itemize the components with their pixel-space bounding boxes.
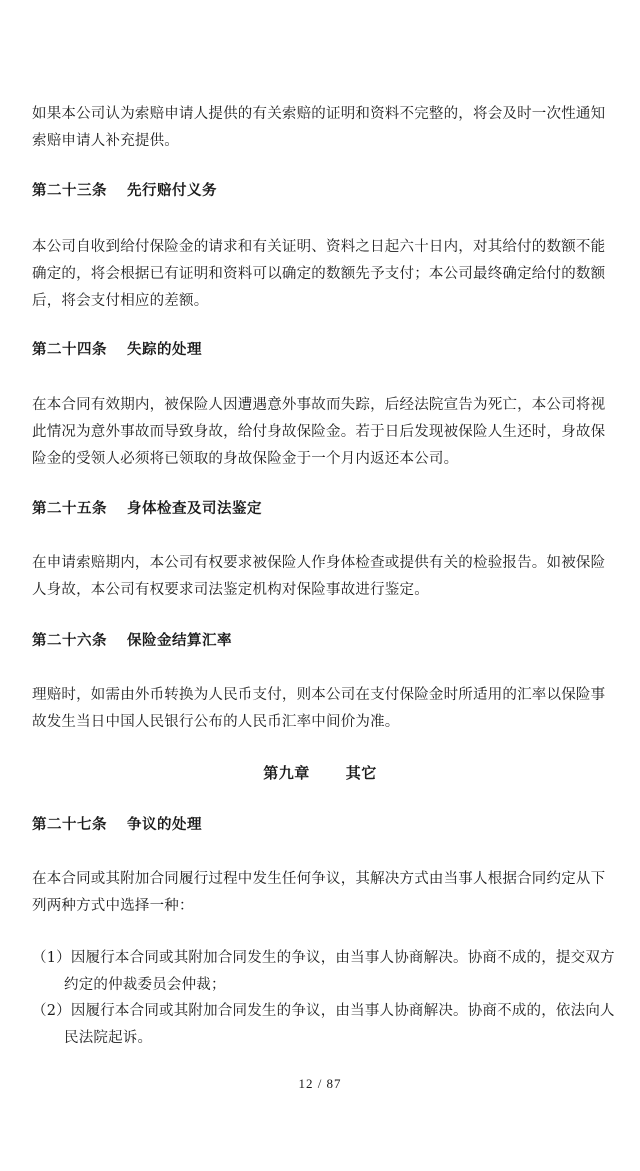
article-23-body: 本公司自收到给付保险金的请求和有关证明、资料之日起六十日内，对其给付的数额不能确定的，将会根据已有证明和资料可以确定的数额先予支付；本公司最终确定给付的数额后，将会支付相应的差额。 [32,239,606,309]
article-24-title: 失踪的处理 [127,341,202,358]
article-24-number: 第二十四条 [32,341,107,358]
article-26-title: 保险金结算汇率 [127,632,232,649]
article-26-number: 第二十六条 [32,632,107,649]
article-23-heading [32,181,217,201]
article-27-body: 在本合同或其附加合同履行过程中发生任何争议，其解决方式由当事人根据合同约定从下列两种方式中选择一种： [32,871,606,914]
chapter-9-number: 第九章 [263,764,310,782]
page-number: 12 / 87 [298,1076,342,1091]
article-26-body: 理赔时，如需由外币转换为人民币支付，则本公司在支付保险金时所适用的汇率以保险事故发生当日中国人民银行公布的人民币汇率中间价为准。 [32,687,606,730]
article-24-heading [32,340,202,360]
article-24-body: 在本合同有效期内，被保险人因遭遇意外事故而失踪，后经法院宣告为死亡，本公司将视此情况为意外事故而导致身故，给付身故保险金。若于日后发现被保险人生还时，身故保险金的受领人必须将已领取的身故保险金于一个月内返还本公司。 [32,397,606,467]
article-27-item-2: （2）因履行本合同或其附加合同发生的争议，由当事人协商解决。协商不成的，依法向人民法院起诉。 [32,1003,615,1046]
article-26-heading [32,631,232,651]
article-27-heading [32,815,202,835]
article-23-title: 先行赔付义务 [127,182,217,199]
chapter-9-title: 其它 [345,764,377,782]
article-27-item-1: （1）因履行本合同或其附加合同发生的争议，由当事人协商解决。协商不成的，提交双方约定的仲裁委员会仲裁； [32,950,615,993]
article-25-heading [32,499,262,519]
article-27-title: 争议的处理 [127,816,202,833]
article-23-number: 第二十三条 [32,182,107,199]
article-27-number: 第二十七条 [32,816,107,833]
article-25-body: 在申请索赔期内，本公司有权要求被保险人作身体检查或提供有关的检验报告。如被保险人身故，本公司有权要求司法鉴定机构对保险事故进行鉴定。 [32,555,606,598]
article-25-number: 第二十五条 [32,500,107,517]
article-25-title: 身体检查及司法鉴定 [127,500,262,517]
intro-paragraph: 如果本公司认为索赔申请人提供的有关索赔的证明和资料不完整的，将会及时一次性通知索赔申请人补充提供。 [32,106,606,149]
chapter-9-heading [0,763,640,783]
